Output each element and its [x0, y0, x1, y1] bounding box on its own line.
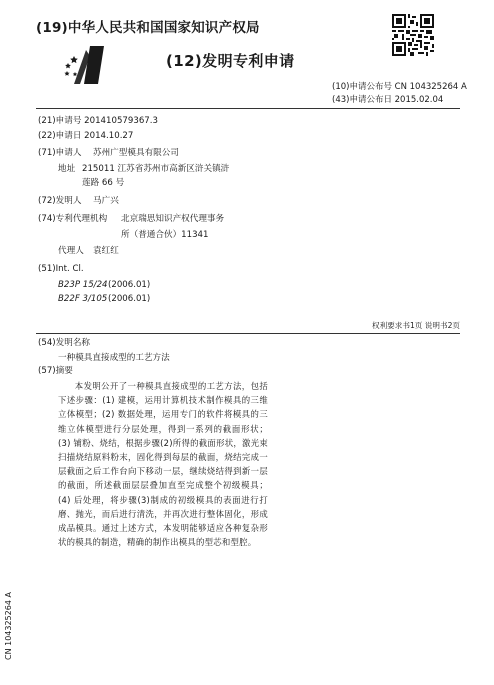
ipc-code-1: B23P 15/24 — [58, 280, 108, 290]
agent-label: 代理人 — [58, 246, 84, 256]
application-number: (21)申请号 201410579367.3 — [38, 116, 158, 126]
address-line-2: 莲路 66 号 — [82, 178, 125, 188]
page-count-note: 权利要求书1页 说明书2页 — [371, 321, 460, 330]
inventor-label: (72)发明人 — [38, 196, 82, 206]
agent-name: 袁红红 — [93, 246, 119, 256]
document-type-title: (12)发明专利申请 — [166, 52, 295, 70]
side-publication-code: CN 104325264 A — [4, 592, 13, 660]
patent-office-title: (19)中华人民共和国国家知识产权局 — [36, 20, 260, 36]
section-divider — [36, 333, 460, 334]
abstract-label: (57)摘要 — [38, 366, 73, 376]
ipc-code-2: B22F 3/105 — [58, 294, 108, 304]
address-label: 地址 — [58, 164, 76, 174]
inventor-name: 马广兴 — [93, 196, 119, 206]
agency-line-2: 所（普通合伙）11341 — [121, 230, 209, 240]
applicant-name: 苏州广型模具有限公司 — [93, 148, 179, 158]
sipo-emblem-icon — [60, 44, 118, 88]
ipc-version-2: (2006.01) — [108, 294, 151, 304]
invention-title: 一种模具直接成型的工艺方法 — [58, 353, 170, 363]
application-date: (22)申请日 2014.10.27 — [38, 131, 134, 141]
ipc-version-1: (2006.01) — [108, 280, 151, 290]
agency-line-1: 北京瑞思知识产权代理事务 — [121, 214, 225, 224]
invention-title-label: (54)发明名称 — [38, 338, 91, 348]
applicant-label: (71)申请人 — [38, 148, 82, 158]
abstract-text: 本发明公开了一种模具直接成型的工艺方法，包括下述步骤：(1) 建模，运用计算机技术制作模具的三维立体模型；(2) 数据处理，运用专门的软件将模具的三维立体模型进行分层处理，得到一系列的截面形状；(3) 铺粉、烧结，根据步骤(2)所得的截面形状，激光束扫描烧结原料粉末，固化得到每层的截面，烧结完成一层截面之后工作台向下移动一层，继续烧结得到新一层的截面，所述截面层层叠加直至完成整个初级模具；(4) 后处理，将步骤(3)制成的初级模具的表面进行打磨、抛光，而后进行清洗，并再次进行整体固化，形成成品模具。通过上述方式，本发明能够适应各种复杂形状的模具的制造，精确的制作出模具的型芯和型腔。 — [58, 381, 268, 548]
address-line-1: 215011 江苏省苏州市高新区浒关镇浒 — [82, 164, 230, 174]
qr-code-icon — [392, 14, 434, 56]
ipc-label: (51)Int. Cl. — [38, 264, 84, 274]
header-divider — [36, 108, 460, 109]
publication-number: (10)申请公布号 CN 104325264 A — [332, 82, 467, 92]
agency-label: (74)专利代理机构 — [38, 214, 108, 224]
publication-date: (43)申请公布日 2015.02.04 — [332, 95, 444, 105]
